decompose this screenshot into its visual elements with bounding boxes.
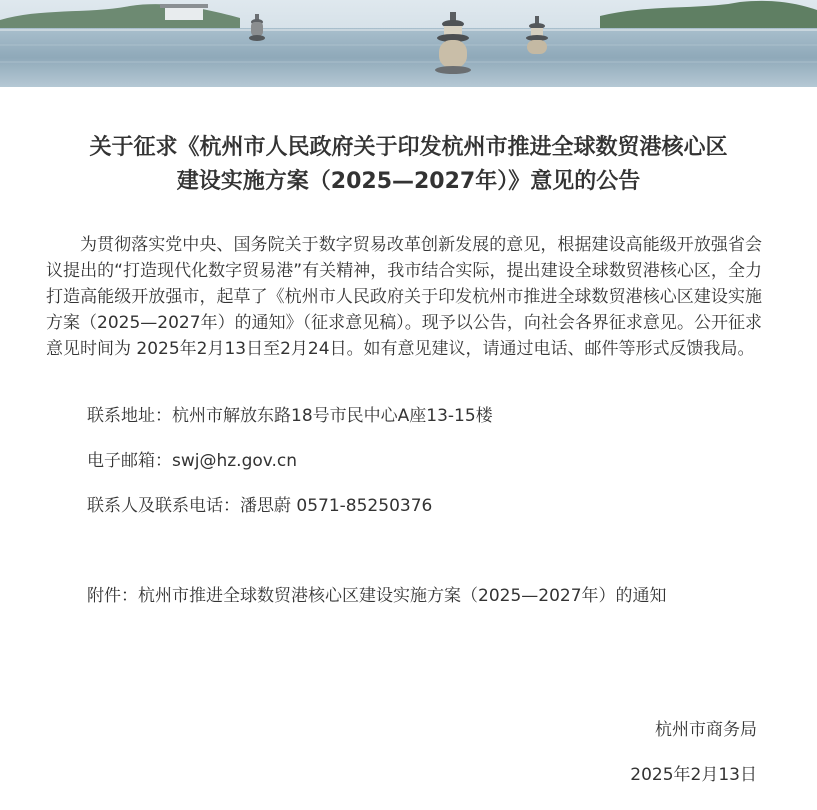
announcement-title (30, 131, 787, 199)
header-banner (0, 0, 817, 87)
issuer-signature: 杭州市商务局 (655, 720, 757, 740)
contact-person-phone: 联系人及联系电话：潘思蔚 0571-85250376 (87, 496, 433, 516)
title-line-1: 关于征求《杭州市人民政府关于印发杭州市推进全球数贸港核心区 (89, 135, 728, 160)
contact-address: 联系地址：杭州市解放东路18号市民中心A座13-15楼 (87, 406, 493, 426)
attachment-link[interactable]: 附件：杭州市推进全球数贸港核心区建设实施方案（2025—2027年）的通知 (87, 586, 667, 606)
intro-paragraph: 为贯彻落实党中央、国务院关于数字贸易改革创新发展的意见，根据建设高能级开放强省会议提出的“打造现代化数字贸易港”有关精神，我市结合实际，提出建设全球数贸港核心区，全力打造高能级开放强市，起草了《杭州市人民政府关于印发杭州市推进全球数贸港核心区建设实施方案（2025—2027年）的通知》（征求意见稿）。现予以公告，向社会各界征求意见。公开征求意见时间为 2025年2月13日至2月24日。如有意见建议，请通过电话、邮件等形式反馈我局。 (46, 235, 762, 359)
title-line-2: 建设实施方案（2025—2027年）》意见的公告 (176, 169, 641, 194)
west-lake-banner-image (0, 0, 817, 87)
contact-email: 电子邮箱：swj@hz.gov.cn (87, 451, 298, 471)
issue-date: 2025年2月13日 (630, 765, 757, 785)
